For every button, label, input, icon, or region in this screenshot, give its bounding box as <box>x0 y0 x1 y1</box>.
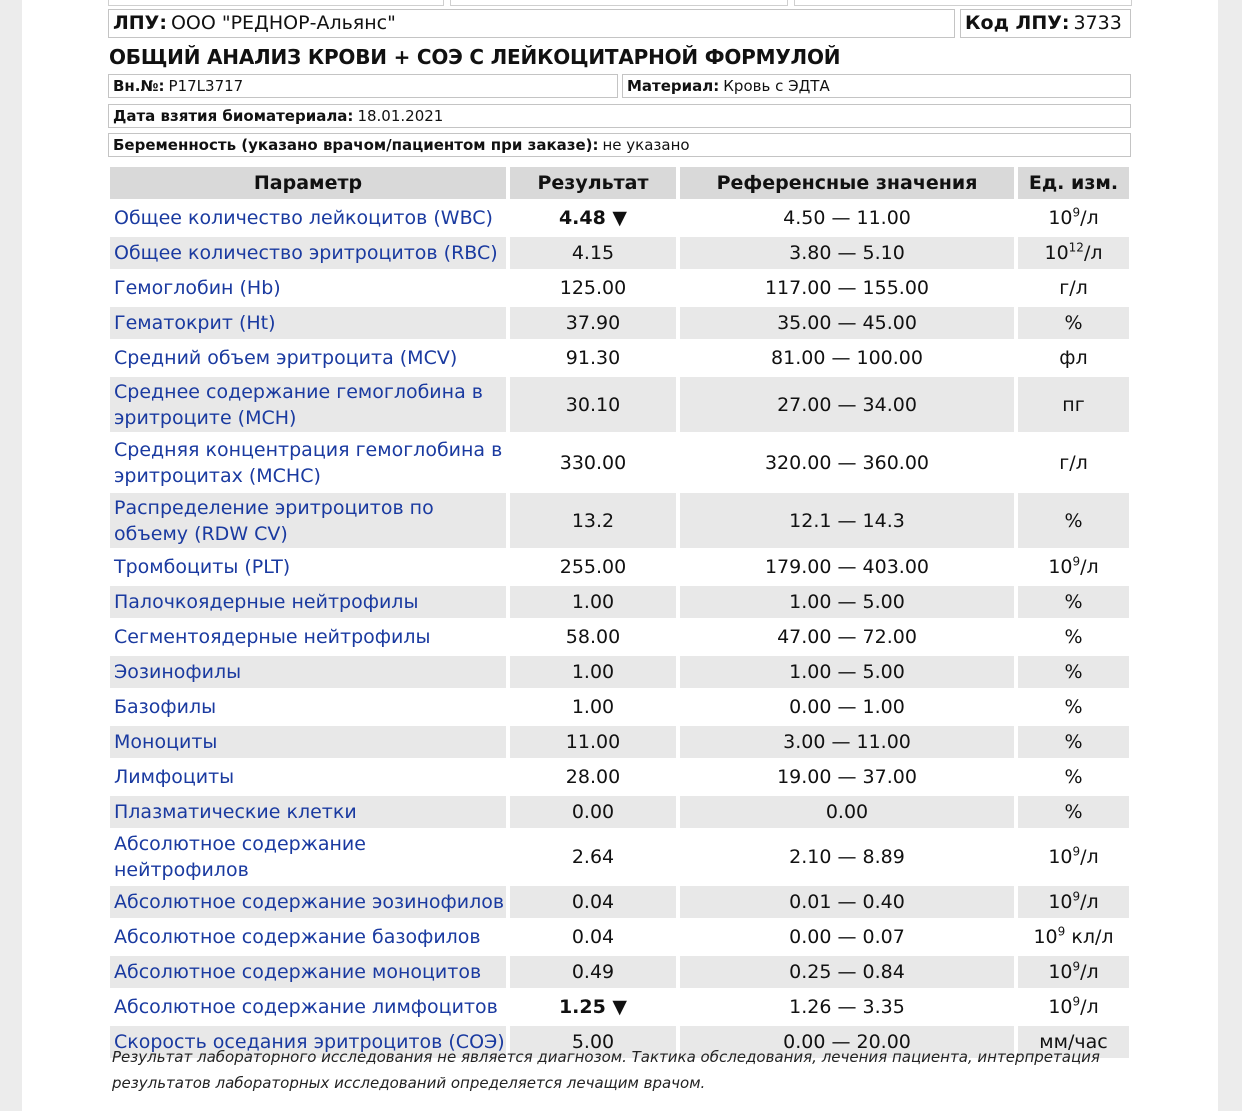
result-cell: 0.04 <box>510 886 676 918</box>
table-row <box>110 435 1129 490</box>
top-strip-cell <box>108 0 444 6</box>
reference-cell: 0.00 — 20.00 <box>680 1026 1014 1058</box>
result-cell: 58.00 <box>510 621 676 653</box>
reference-cell: 4.50 — 11.00 <box>680 202 1014 234</box>
unit-exponent: 9 <box>1072 889 1081 904</box>
parameter-name: Распределение эритроцитов по объему (RDW CV) <box>114 496 434 545</box>
table-row <box>110 886 1129 918</box>
reference-cell: 81.00 — 100.00 <box>680 342 1014 374</box>
material-value: Кровь с ЭДТА <box>723 76 830 95</box>
unit-suffix: /л <box>1080 891 1099 913</box>
table-row <box>110 621 1129 653</box>
parameter-name: Средняя концентрация гемоглобина в эритроцитах (MCHC) <box>114 438 503 487</box>
parameter-cell <box>110 726 506 758</box>
parameter-name: Плазматические клетки <box>114 801 357 823</box>
unit-exponent: 9 <box>1072 554 1081 569</box>
sample-date-label: Дата взятия биоматериала: <box>113 106 354 125</box>
unit-base: 10 <box>1048 961 1073 983</box>
unit-cell: % <box>1018 586 1129 618</box>
parameter-cell <box>110 272 506 304</box>
header-parameter: Параметр <box>110 167 506 199</box>
parameter-name: Базофилы <box>114 696 217 718</box>
header-result: Результат <box>510 167 676 199</box>
parameter-name: Средний объем эритроцита (MCV) <box>114 347 458 369</box>
parameter-name: Среднее содержание гемоглобина в эритроците (MCH) <box>114 380 483 429</box>
unit-base: 10 <box>1048 996 1073 1018</box>
result-cell: 255.00 <box>510 551 676 583</box>
internal-number-field <box>108 74 618 98</box>
reference-cell: 2.10 — 8.89 <box>680 831 1014 883</box>
table-row <box>110 991 1129 1023</box>
table-row <box>110 726 1129 758</box>
unit-exponent: 9 <box>1057 924 1066 939</box>
result-cell: 30.10 <box>510 377 676 432</box>
parameter-cell <box>110 991 506 1023</box>
reference-cell: 0.00 — 1.00 <box>680 691 1014 723</box>
lpu-code-field <box>960 9 1131 38</box>
result-cell: 91.30 <box>510 342 676 374</box>
unit-base: 10 <box>1044 242 1069 264</box>
parameter-name: Абсолютное содержание моноцитов <box>114 961 482 983</box>
parameter-link[interactable] <box>114 277 281 299</box>
unit-cell: г/л <box>1018 435 1129 490</box>
parameter-cell <box>110 831 506 883</box>
parameter-name: Сегментоядерные нейтрофилы <box>114 626 431 648</box>
unit-exponent: 9 <box>1072 844 1081 859</box>
header-reference: Референсные значения <box>680 167 1014 199</box>
unit-suffix: /л <box>1080 556 1099 578</box>
unit-cell <box>1018 991 1129 1023</box>
unit-suffix: кл/л <box>1065 926 1114 948</box>
reference-cell: 0.01 — 0.40 <box>680 886 1014 918</box>
reference-cell: 47.00 — 72.00 <box>680 621 1014 653</box>
unit-base: 10 <box>1048 207 1073 229</box>
unit-suffix: /л <box>1080 996 1099 1018</box>
parameter-cell <box>110 342 506 374</box>
reference-cell: 320.00 — 360.00 <box>680 435 1014 490</box>
unit-cell: % <box>1018 796 1129 828</box>
parameter-cell <box>110 237 506 269</box>
unit-cell: % <box>1018 621 1129 653</box>
table-row <box>110 956 1129 988</box>
parameter-link[interactable] <box>114 591 418 613</box>
parameter-link[interactable] <box>114 207 493 229</box>
parameter-link[interactable] <box>114 891 504 913</box>
reference-cell: 19.00 — 37.00 <box>680 761 1014 793</box>
parameter-link[interactable] <box>114 801 357 823</box>
unit-cell: % <box>1018 307 1129 339</box>
header-unit: Ед. изм. <box>1018 167 1129 199</box>
result-cell: 28.00 <box>510 761 676 793</box>
table-row <box>110 377 1129 432</box>
top-strip-cell <box>450 0 788 6</box>
table-row <box>110 272 1129 304</box>
parameter-link[interactable] <box>114 242 498 264</box>
lpu-code-label: Код ЛПУ: <box>965 12 1070 34</box>
parameter-link[interactable] <box>114 833 506 881</box>
parameter-link[interactable] <box>114 496 506 545</box>
results-body <box>110 202 1129 1058</box>
reference-cell: 1.00 — 5.00 <box>680 656 1014 688</box>
reference-cell: 35.00 — 45.00 <box>680 307 1014 339</box>
result-cell: 1.00 <box>510 656 676 688</box>
parameter-cell <box>110 921 506 953</box>
parameter-name: Абсолютное содержание лимфоцитов <box>114 996 498 1018</box>
parameter-cell <box>110 761 506 793</box>
parameter-link[interactable] <box>114 312 276 334</box>
parameter-cell <box>110 691 506 723</box>
result-cell: 125.00 <box>510 272 676 304</box>
parameter-link[interactable] <box>114 996 498 1018</box>
parameter-cell <box>110 886 506 918</box>
unit-cell <box>1018 956 1129 988</box>
result-cell: 11.00 <box>510 726 676 758</box>
unit-cell: % <box>1018 493 1129 548</box>
parameter-name: Скорость оседания эритроцитов (СОЭ) <box>114 1031 505 1053</box>
reference-cell: 1.00 — 5.00 <box>680 586 1014 618</box>
unit-cell <box>1018 831 1129 883</box>
unit-suffix: /л <box>1080 961 1099 983</box>
table-row <box>110 586 1129 618</box>
parameter-name: Лимфоциты <box>114 766 235 788</box>
parameter-link[interactable] <box>114 380 506 429</box>
parameter-link[interactable] <box>114 731 217 753</box>
table-row <box>110 237 1129 269</box>
lpu-field <box>108 9 955 38</box>
unit-cell: фл <box>1018 342 1129 374</box>
sample-date-value: 18.01.2021 <box>357 106 444 125</box>
reference-cell: 0.00 — 0.07 <box>680 921 1014 953</box>
parameter-cell <box>110 202 506 234</box>
unit-cell: % <box>1018 726 1129 758</box>
parameter-link[interactable] <box>114 438 506 487</box>
reference-cell: 0.00 <box>680 796 1014 828</box>
result-cell: 1.00 <box>510 691 676 723</box>
internal-number-value: P17L3717 <box>168 76 244 95</box>
result-cell-low: 1.25 ▼ <box>510 991 676 1023</box>
internal-number-label: Вн.№: <box>113 76 165 95</box>
top-strip-cell <box>794 0 1132 6</box>
unit-cell <box>1018 551 1129 583</box>
reference-cell: 27.00 — 34.00 <box>680 377 1014 432</box>
reference-cell: 12.1 — 14.3 <box>680 493 1014 548</box>
unit-exponent: 9 <box>1072 994 1081 1009</box>
pregnancy-label: Беременность (указано врачом/пациентом при заказе): <box>113 135 599 154</box>
table-row <box>110 307 1129 339</box>
unit-base: 10 <box>1048 556 1073 578</box>
parameter-link[interactable] <box>114 556 290 578</box>
unit-base: 10 <box>1048 846 1073 868</box>
parameter-link[interactable] <box>114 696 216 718</box>
parameter-name: Моноциты <box>114 731 218 753</box>
unit-cell <box>1018 921 1129 953</box>
parameter-name: Абсолютное содержание нейтрофилов <box>114 833 366 881</box>
parameter-name: Тромбоциты (PLT) <box>114 556 291 578</box>
reference-cell: 1.26 — 3.35 <box>680 991 1014 1023</box>
unit-suffix: /л <box>1083 242 1103 264</box>
unit-suffix: /л <box>1080 846 1099 868</box>
pregnancy-field <box>108 133 1131 157</box>
parameter-link[interactable] <box>114 961 481 983</box>
result-cell: 13.2 <box>510 493 676 548</box>
result-cell: 0.04 <box>510 921 676 953</box>
table-row <box>110 761 1129 793</box>
unit-base: 10 <box>1033 926 1058 948</box>
table-row <box>110 342 1129 374</box>
parameter-cell <box>110 377 506 432</box>
result-cell: 37.90 <box>510 307 676 339</box>
result-cell: 4.15 <box>510 237 676 269</box>
unit-exponent: 12 <box>1068 240 1084 255</box>
result-cell: 0.49 <box>510 956 676 988</box>
result-cell: 0.00 <box>510 796 676 828</box>
unit-cell <box>1018 237 1129 269</box>
unit-cell: мм/час <box>1018 1026 1129 1058</box>
parameter-link[interactable] <box>114 661 241 683</box>
parameter-cell <box>110 493 506 548</box>
table-row <box>110 831 1129 883</box>
result-cell: 5.00 <box>510 1026 676 1058</box>
reference-cell: 179.00 — 403.00 <box>680 551 1014 583</box>
parameter-name: Гематокрит (Ht) <box>114 312 276 334</box>
result-cell: 1.00 <box>510 586 676 618</box>
unit-cell: % <box>1018 656 1129 688</box>
parameter-cell <box>110 656 506 688</box>
reference-cell: 0.25 — 0.84 <box>680 956 1014 988</box>
report-title: ОБЩИЙ АНАЛИЗ КРОВИ + СОЭ С ЛЕЙКОЦИТАРНОЙ ФОРМУЛОЙ <box>109 45 841 69</box>
reference-cell: 117.00 — 155.00 <box>680 272 1014 304</box>
parameter-name: Общее количество эритроцитов (RBC) <box>114 242 498 264</box>
parameter-name: Абсолютное содержание базофилов <box>114 926 481 948</box>
parameter-cell <box>110 586 506 618</box>
sample-date-field <box>108 104 1131 128</box>
lpu-code-value: 3733 <box>1073 12 1122 34</box>
unit-cell: пг <box>1018 377 1129 432</box>
parameter-cell <box>110 551 506 583</box>
result-cell: 2.64 <box>510 831 676 883</box>
table-row <box>110 656 1129 688</box>
parameter-link[interactable] <box>114 766 234 788</box>
material-label: Материал: <box>627 76 720 95</box>
reference-cell: 3.00 — 11.00 <box>680 726 1014 758</box>
results-table <box>106 164 1133 1061</box>
parameter-link[interactable] <box>114 626 431 648</box>
parameter-name: Общее количество лейкоцитов (WBC) <box>114 207 493 229</box>
table-header-row <box>110 167 1129 199</box>
unit-exponent: 9 <box>1072 959 1081 974</box>
table-row <box>110 202 1129 234</box>
unit-cell <box>1018 202 1129 234</box>
unit-cell: % <box>1018 761 1129 793</box>
pregnancy-value: не указано <box>602 135 690 154</box>
unit-cell: г/л <box>1018 272 1129 304</box>
result-cell-low: 4.48 ▼ <box>510 202 676 234</box>
lpu-value: ООО "РЕДНОР-Альянс" <box>170 12 396 34</box>
unit-suffix: /л <box>1080 207 1099 229</box>
parameter-name: Палочкоядерные нейтрофилы <box>114 591 419 613</box>
parameter-cell <box>110 307 506 339</box>
unit-exponent: 9 <box>1072 205 1081 220</box>
parameter-name: Эозинофилы <box>114 661 242 683</box>
lpu-label: ЛПУ: <box>113 12 167 34</box>
parameter-name: Гемоглобин (Hb) <box>114 277 281 299</box>
parameter-cell <box>110 621 506 653</box>
table-row <box>110 921 1129 953</box>
parameter-cell <box>110 956 506 988</box>
unit-cell: % <box>1018 691 1129 723</box>
parameter-link[interactable] <box>114 926 481 948</box>
parameter-name: Абсолютное содержание эозинофилов <box>114 891 505 913</box>
disclaimer-note: Результат лабораторного исследования не является диагнозом. Тактика обследования, лечения пациента, интерпретация результатов лабораторных исследований определяется лечащим врачом. <box>112 1048 1100 1092</box>
parameter-cell <box>110 796 506 828</box>
table-row <box>110 551 1129 583</box>
table-row <box>110 691 1129 723</box>
result-cell: 330.00 <box>510 435 676 490</box>
table-row <box>110 796 1129 828</box>
unit-base: 10 <box>1048 891 1073 913</box>
unit-cell <box>1018 886 1129 918</box>
material-field <box>622 74 1131 98</box>
parameter-link[interactable] <box>114 347 457 369</box>
reference-cell: 3.80 — 5.10 <box>680 237 1014 269</box>
table-row <box>110 493 1129 548</box>
parameter-cell <box>110 435 506 490</box>
